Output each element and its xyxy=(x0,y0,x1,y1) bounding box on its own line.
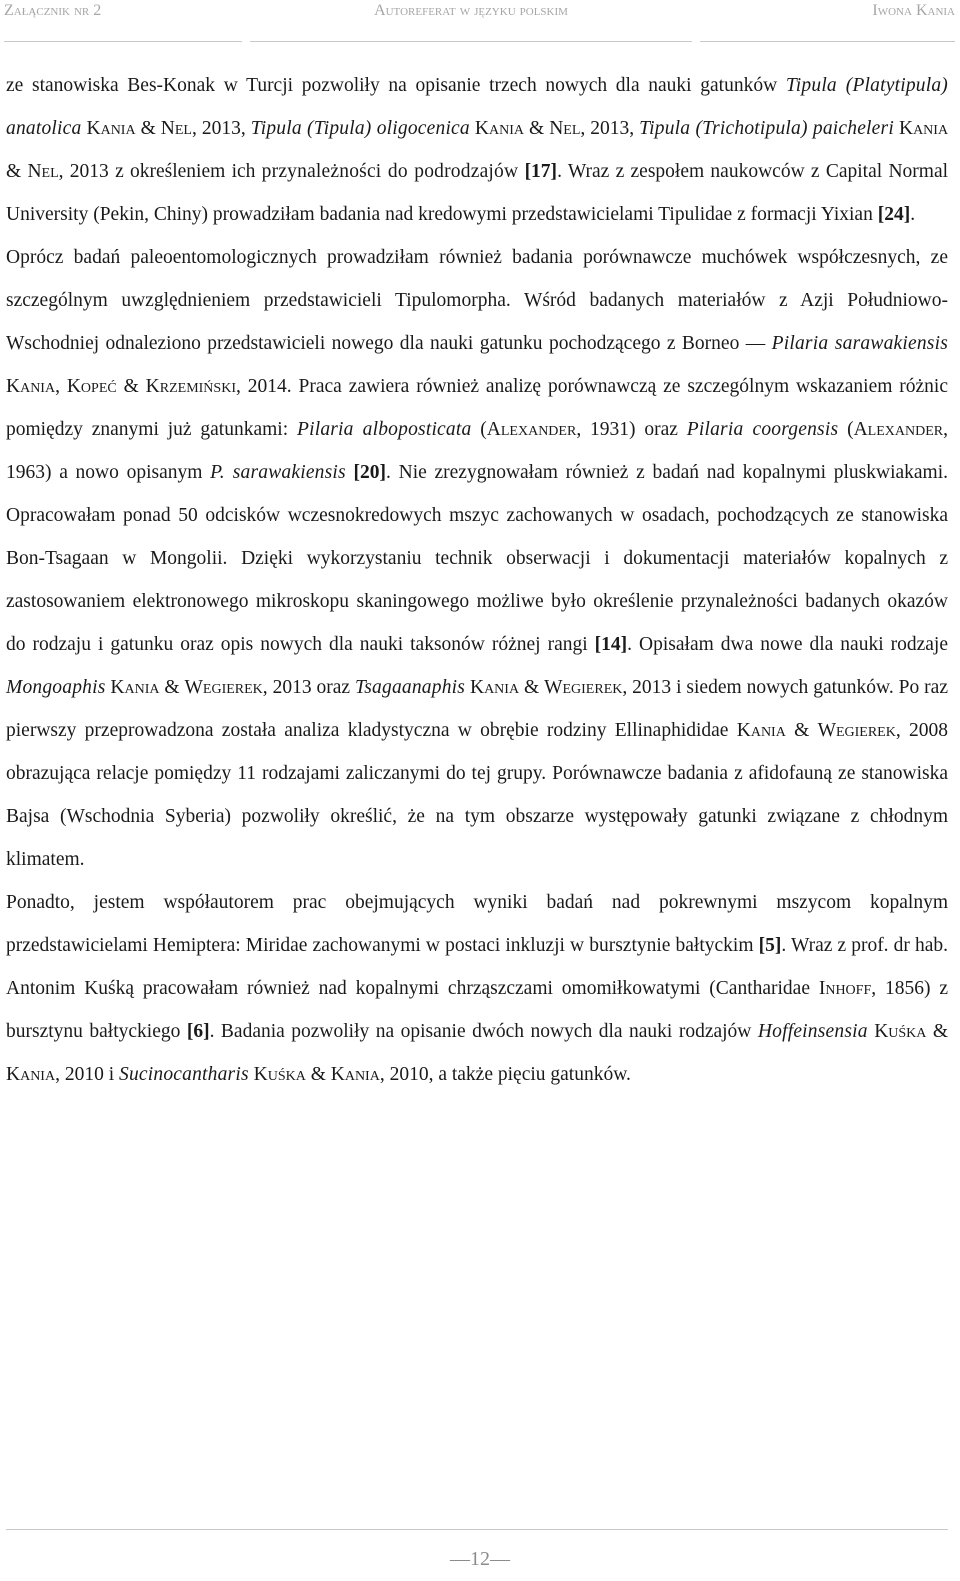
author-name: Kania xyxy=(469,677,520,698)
species-name: Pilaria sarawakiensis xyxy=(771,333,948,354)
text-run: . xyxy=(557,161,568,182)
text-run: ( xyxy=(838,419,854,440)
text-run: , 1963) a nowo opisanym xyxy=(6,419,948,483)
author-name: Alexander xyxy=(853,419,944,440)
author-name: Kania xyxy=(6,1064,56,1085)
author-name: Kania xyxy=(474,118,524,139)
text-run: , 2014. Praca zawiera również analizę porównawczą ze szczególnym wskazaniem różnic pomiędzy znanymi już gatunkami: xyxy=(6,376,948,440)
text-run: & xyxy=(523,118,550,139)
text-run: przynależności do podrodzajów xyxy=(261,161,519,182)
text-run: ze stanowiska Bes-Konak w Turcji pozwoliły na opisanie trzech nowych dla nauki gatunków xyxy=(6,75,786,96)
text-run: ( xyxy=(471,419,487,440)
header-rule-right xyxy=(700,41,955,42)
text-run xyxy=(346,462,354,483)
citation-ref: [20] xyxy=(353,462,387,483)
text-run: , 2013, xyxy=(580,118,640,139)
text-run: , 2013 i siedem nowych gatunków. Po raz pierwszy przeprowadzona została analiza kladystyczna w obrębie rodziny Ellinaphididae xyxy=(6,677,948,741)
page-header xyxy=(0,0,960,42)
text-run: Ponadto, jestem współautorem prac obejmujących wyniki badań nad pokrewnymi mszycom kopalnym przedstawicielami Hemiptera: Miridae zachowanymi w postaci inkluzji w bursztynie bałtyckim xyxy=(6,892,948,956)
text-run: , 1856) z bursztynu bałtyckiego xyxy=(6,978,948,1042)
text-run: , 2013, xyxy=(191,118,251,139)
page-number: ―12― xyxy=(450,1548,510,1570)
text-run: Wśród badanych materiałów z Azji Południowo-Wschodniej odnaleziono przedstawicieli nowego dla nauki gatunku pochodzącego z Borneo xyxy=(6,290,948,354)
text-run: Wraz z zespołem naukowców z Capital Normal University (Pekin, Chiny) prowadziłam badania nad kredowymi przedstawicielami Tipulidae z formacji Yixian xyxy=(6,161,949,225)
author-name: Krzemiński xyxy=(145,376,236,397)
paragraph-comparative-studies xyxy=(6,236,948,881)
citation-ref: [14] xyxy=(594,634,628,655)
author-name: Kania xyxy=(330,1064,380,1085)
author-name: Nel xyxy=(160,118,192,139)
text-run: , 2010, a także pięciu gatunków. xyxy=(379,1064,631,1085)
paragraph-tipulidae xyxy=(6,64,948,236)
text-run: Oprócz badań paleoentomologicznych prowadziłam również badania porównawcze muchówek współczesnych, ze szczególnym uwzględnieniem przedstawicieli Tipulomorpha. xyxy=(6,247,948,311)
species-name: Tipula (Trichotipula) paicheleri xyxy=(639,118,894,139)
author-name: Inhoff xyxy=(818,978,872,999)
species-name: P. sarawakiensis xyxy=(210,462,346,483)
header-attachment-label: Załącznik nr 2 xyxy=(4,2,102,19)
author-name: Kuśka xyxy=(874,1021,927,1042)
species-name: Pilaria coorgensis xyxy=(686,419,839,440)
text-run: , 2013 z określeniem ich xyxy=(58,161,262,182)
text-run: . xyxy=(910,204,916,225)
text-run: & xyxy=(6,161,28,182)
species-name: Pilaria alboposticata xyxy=(296,419,472,440)
author-name: Wegierek xyxy=(817,720,896,741)
text-run: , 2010 i xyxy=(55,1064,119,1085)
author-name: Kania xyxy=(898,118,949,139)
text-run: , 2013 oraz xyxy=(262,677,355,698)
genus-name: Mongoaphis xyxy=(6,677,106,698)
text-run: & xyxy=(116,376,146,397)
text-run: ― xyxy=(745,333,766,354)
citation-ref: [24] xyxy=(877,204,911,225)
text-run: . Wraz z prof. dr hab. Antonim Kuśką pracowałam również nad kopalnymi chrząszczami omomiłkowatymi (Cantharidae xyxy=(6,935,948,999)
species-name: Tipula (Tipula) oligocenica xyxy=(250,118,470,139)
page-number-value: 12 xyxy=(470,1548,490,1570)
author-name: Nel xyxy=(549,118,581,139)
text-run: & xyxy=(926,1021,949,1042)
text-run: , 2008 obrazująca relacje pomiędzy 11 rodzajami zaliczanymi do tej grupy. Porównawcze badania z afidofauną ze stanowiska Bajsa (Wschodnia Syberia) pozwoliły określić, że na tym obszarze występowały gatunki związane z chłodnym klimatem. xyxy=(6,720,948,870)
citation-ref: [6] xyxy=(186,1021,210,1042)
citation-ref: [5] xyxy=(758,935,782,956)
footer-rule xyxy=(6,1529,948,1530)
genus-name: Sucinocantharis xyxy=(119,1064,249,1085)
text-run: , xyxy=(55,376,67,397)
text-run: . Badania pozwoliły na opisanie dwóch nowych dla nauki rodzajów xyxy=(209,1021,758,1042)
header-document-title: Autoreferat w języku polskim xyxy=(374,2,568,19)
text-run: & xyxy=(135,118,161,139)
citation-ref: [17] xyxy=(524,161,558,182)
text-run: . Opisałam dwa nowe dla nauki rodzaje xyxy=(627,634,948,655)
text-run: & xyxy=(159,677,185,698)
text-run: & xyxy=(519,677,545,698)
text-run: & xyxy=(305,1064,331,1085)
author-name: Kania xyxy=(86,118,136,139)
author-name: Wegierek xyxy=(544,677,623,698)
header-left-cell xyxy=(4,0,242,42)
page-footer xyxy=(0,1520,960,1581)
author-name: Wegierek xyxy=(184,677,263,698)
author-name: Nel xyxy=(27,161,59,182)
header-center-cell xyxy=(250,0,692,42)
species-name: Tipula (Platytipula) anatolica xyxy=(6,75,948,139)
author-name: Kuśka xyxy=(253,1064,306,1085)
author-name: Kania xyxy=(6,376,56,397)
text-run: . Nie zrezygnowałam również z badań nad kopalnymi pluskwiakami. Opracowałam ponad 50 odcisków wczesnokredowych mszyc zachowanych w osadach, pochodzących ze stanowiska Bon-Tsagaan w Mongolii. Dzięki wykorzystaniu technik obserwacji i dokumentacji materiałów kopalnych z zastosowaniem elektronowego mikroskopu skaningowego możliwe było określenie przynależności badanych okazów do rodzaju i gatunku oraz opis nowych dla nauki taksonów różnej rangi xyxy=(6,462,949,655)
genus-name: Hoffeinsensia xyxy=(757,1021,868,1042)
genus-name: Tsagaanaphis xyxy=(355,677,466,698)
text-run: , 1931) oraz xyxy=(576,419,687,440)
author-name: Alexander xyxy=(486,419,577,440)
author-name: Kania xyxy=(110,677,160,698)
text-run: & xyxy=(785,720,818,741)
header-author-name: Iwona Kania xyxy=(872,2,955,19)
author-name: Kopeć xyxy=(66,376,117,397)
author-name: Kania xyxy=(736,720,786,741)
header-rule-center xyxy=(250,41,692,42)
header-right-cell xyxy=(700,0,955,42)
header-rule-left xyxy=(4,41,242,42)
paragraph-coauthorship xyxy=(6,881,948,1096)
document-body xyxy=(6,64,948,1096)
